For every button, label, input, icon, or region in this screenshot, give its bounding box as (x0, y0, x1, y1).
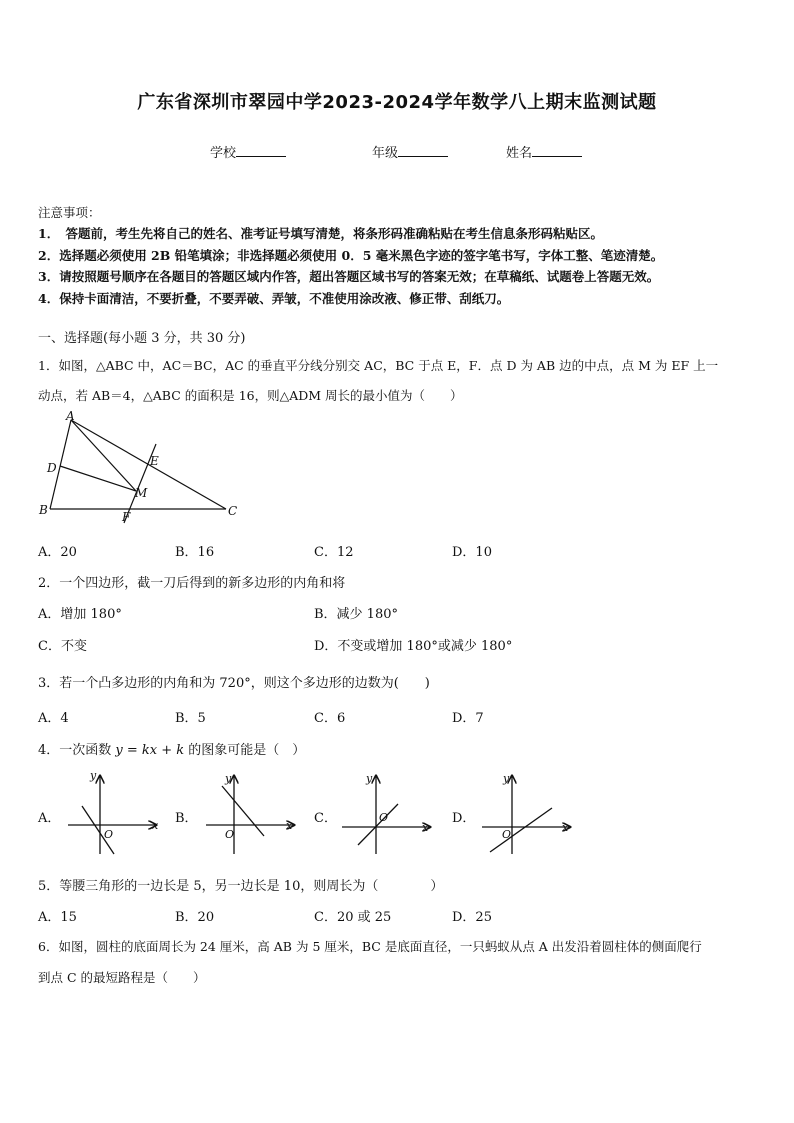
y-label: y (366, 772, 373, 785)
x-label: x (286, 819, 293, 832)
grade-field (372, 142, 448, 161)
label-a: A (66, 410, 75, 423)
note-item: 4．保持卡面清洁，不要折叠，不要弄破、弄皱，不准使用涂改液、修正带、刮纸刀。 (38, 291, 510, 306)
grade-blank (398, 144, 448, 157)
graph-line (358, 804, 398, 845)
q1-option-b[interactable]: B．16 (175, 545, 215, 560)
q5-option-b[interactable]: B．20 (175, 910, 215, 925)
x-label: x (152, 819, 159, 832)
q3-option-b[interactable]: B．5 (175, 711, 206, 726)
question-1-line-2: 动点，若 AB＝4，△ABC 的面积是 16，则△ADM 周长的最小值为（ ） (38, 388, 463, 403)
side-ac (71, 420, 226, 509)
question-4-formula: y = kx + k (115, 743, 185, 758)
y-label: y (90, 769, 97, 782)
x-label: x (562, 821, 569, 834)
origin-label: O (379, 811, 389, 824)
label-b: B (39, 503, 48, 517)
grade-label: 年级 (372, 146, 399, 161)
question-6-line-2: 到点 C 的最短路程是（ ） (38, 970, 206, 985)
q4-option-d[interactable]: D． (452, 811, 476, 826)
school-label: 学校 (210, 146, 237, 161)
question-4-suffix: 的图象可能是（ ） (184, 743, 306, 758)
label-c: C (228, 504, 238, 518)
origin-label: O (502, 828, 512, 841)
q3-option-d[interactable]: D．7 (452, 711, 484, 726)
graph-c[interactable] (336, 768, 446, 858)
q5-option-d[interactable]: D．25 (452, 910, 492, 925)
label-f: F (122, 510, 131, 524)
graph-d[interactable] (476, 768, 586, 858)
triangle-figure (36, 410, 246, 525)
q5-option-c[interactable]: C．20 或 25 (314, 910, 392, 925)
note-item: 2．选择题必须使用 2B 铅笔填涂；非选择题必须使用 0．5 毫米黑色字迹的签字笔书写，字体工整、笔迹清楚。 (38, 248, 664, 263)
graph-a[interactable] (60, 768, 170, 858)
origin-label: O (225, 828, 235, 841)
q3-option-a[interactable]: A．4 (38, 711, 69, 726)
section-heading: 一、选择题(每小题 3 分，共 30 分) (38, 331, 246, 346)
q1-option-a[interactable]: A．20 (38, 545, 77, 560)
school-blank (236, 144, 286, 157)
y-label: y (225, 772, 232, 785)
y-label: y (503, 772, 510, 785)
name-blank (532, 144, 582, 157)
q3-option-c[interactable]: C．6 (314, 711, 346, 726)
question-2: 2．一个四边形，截一刀后得到的新多边形的内角和将 (38, 576, 346, 591)
name-label: 姓名 (506, 146, 533, 161)
name-field (506, 142, 582, 161)
origin-label: O (104, 828, 114, 841)
x-label: x (422, 821, 429, 834)
label-d: D (47, 461, 57, 475)
question-3: 3．若一个凸多边形的内角和为 720°，则这个多边形的边数为( ) (38, 676, 430, 691)
school-field (210, 142, 286, 161)
question-1-line-1: 1．如图，△ABC 中，AC＝BC，AC 的垂直平分线分别交 AC，BC 于点 E，F．点 D 为 AB 边的中点，点 M 为 EF 上一 (38, 358, 719, 373)
page-title: 广东省深圳市翠园中学2023-2024学年数学八上期末监测试题 (137, 92, 657, 113)
q2-option-d[interactable]: D．不变或增加 180°或减少 180° (314, 639, 513, 654)
q1-option-d[interactable]: D．10 (452, 545, 492, 560)
q5-option-a[interactable]: A．15 (38, 910, 77, 925)
graph-line (490, 808, 552, 852)
q2-option-c[interactable]: C．不变 (38, 639, 87, 654)
q2-option-a[interactable]: A．增加 180° (38, 607, 122, 622)
question-4-prefix: 4．一次函数 (38, 743, 116, 758)
note-item: 3．请按照题号顺序在各题目的答题区域内作答，超出答题区域书写的答案无效；在草稿纸、试题卷上答题无效。 (38, 269, 660, 284)
question-6-line-1: 6．如图，圆柱的底面周长为 24 厘米，高 AB 为 5 厘米，BC 是底面直径，一只蚂蚁从点 A 出发沿着圆柱体的侧面爬行 (38, 939, 702, 954)
q4-option-c[interactable]: C． (314, 811, 337, 826)
question-5: 5．等腰三角形的一边长是 5，另一边长是 10，则周长为（ ） (38, 879, 444, 894)
q1-option-c[interactable]: C．12 (314, 545, 354, 560)
label-e: E (150, 454, 159, 468)
notes-heading: 注意事项： (38, 205, 101, 220)
q4-option-b[interactable]: B． (175, 811, 198, 826)
q2-option-b[interactable]: B．减少 180° (314, 607, 398, 622)
graph-b[interactable] (198, 768, 308, 858)
question-4 (38, 739, 305, 758)
note-item: 1． 答题前，考生先将自己的姓名、准考证号填写清楚，将条形码准确粘贴在考生信息条形码粘贴区。 (38, 226, 603, 241)
q4-option-a[interactable]: A． (38, 811, 61, 826)
label-m: M (135, 486, 148, 500)
